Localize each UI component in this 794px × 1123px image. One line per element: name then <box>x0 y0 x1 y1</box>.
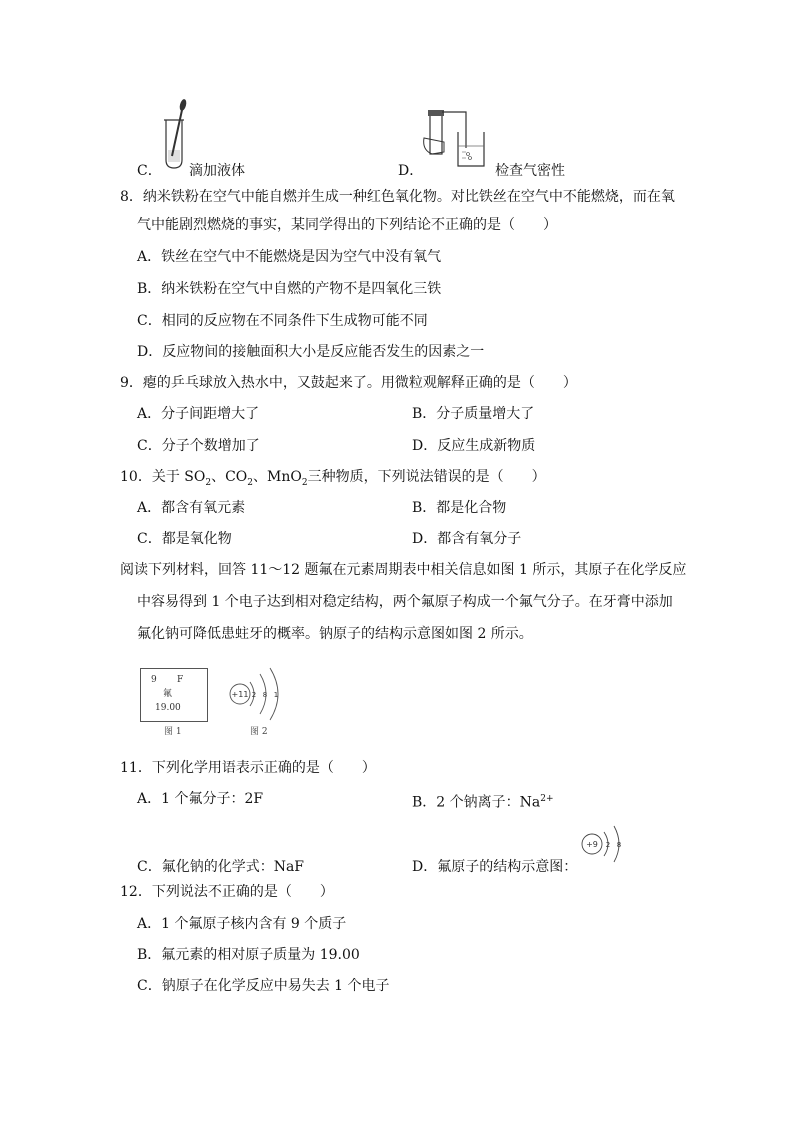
question-8-stem-line2: 气中能剧烈燃烧的事实，某同学得出的下列结论不正确的是（ ） <box>137 217 557 233</box>
fluorine-element-cell <box>140 668 208 722</box>
q11-b-text: B．2 个钠离子：Na <box>412 794 541 811</box>
reading-line-1: 阅读下列材料，回答 11～12 题氟在元素周期表中相关信息如图 1 所示，其原子在化学反应 <box>120 562 687 578</box>
shell-1-count: 2 <box>251 691 257 699</box>
shell-2-count: 8 <box>262 691 268 699</box>
element-name: 氟 <box>163 689 173 699</box>
reading-line-3: 氟化钠可降低患蛀牙的概率。钠原子的结构示意图如图 2 所示。 <box>137 626 533 642</box>
question-10-stem <box>120 468 546 492</box>
question-10-option-c: C．都是氧化物 <box>137 531 232 547</box>
q10-sub-3: 2 <box>301 477 308 488</box>
question-11-option-d: D．氟原子的结构示意图： <box>412 859 578 875</box>
option-c-label: 滴加液体 <box>189 163 245 179</box>
fluorine-shell-2-count: 8 <box>616 841 622 849</box>
question-11-option-b <box>412 790 554 812</box>
question-9-option-a: A．分子间距增大了 <box>137 406 260 422</box>
q10-sub-1: 2 <box>205 477 212 488</box>
question-11-option-c: C．氟化钠的化学式：NaF <box>137 859 305 875</box>
question-8-option-a: A．铁丝在空气中不能燃烧是因为空气中没有氧气 <box>137 249 442 265</box>
question-11-stem: 11．下列化学用语表示正确的是（ ） <box>120 760 376 776</box>
question-8-option-d: D．反应物间的接触面积大小是反应能否发生的因素之一 <box>137 344 485 360</box>
option-c-letter: C． <box>137 163 162 179</box>
question-12-stem: 12．下列说法不正确的是（ ） <box>120 884 334 900</box>
atomic-number: 9 <box>151 675 157 685</box>
sodium-atom-structure-diagram <box>228 664 292 728</box>
question-11-option-a: A．1 个氟分子：2F <box>137 791 264 807</box>
question-12-option-c: C．钠原子在化学反应中易失去 1 个电子 <box>137 978 390 994</box>
option-d-letter: D． <box>398 163 424 179</box>
airtightness-apparatus-image <box>422 108 494 172</box>
fluorine-shell-1-count: 2 <box>605 841 611 849</box>
atomic-mass: 19.00 <box>155 703 181 713</box>
question-8-option-c: C．相同的反应物在不同条件下生成物可能不同 <box>137 313 428 329</box>
sodium-nucleus-label: +11 <box>231 690 249 699</box>
question-10-option-a: A．都含有氧元素 <box>137 500 246 516</box>
dropper-test-tube-image <box>160 98 194 170</box>
question-10-option-d: D．都含有氧分子 <box>412 531 522 547</box>
question-8-option-b: B．纳米铁粉在空气中自燃的产物不是四氧化三铁 <box>137 281 442 297</box>
fluorine-atom-structure-diagram <box>578 824 628 866</box>
question-9-stem: 9．瘪的乒乓球放入热水中，又鼓起来了。用微粒观解释正确的是（ ） <box>120 375 577 391</box>
fluorine-nucleus-label: +9 <box>586 840 598 849</box>
q10-sep-2: 、MnO <box>253 469 302 485</box>
q11-b-charge: 2+ <box>540 794 554 804</box>
shell-3-count: 1 <box>273 691 279 699</box>
reading-line-2: 中容易得到 1 个电子达到相对稳定结构，两个氟原子构成一个氟气分子。在牙膏中添加 <box>137 594 673 610</box>
question-10-option-b: B．都是化合物 <box>412 500 507 516</box>
question-9-option-d: D．反应生成新物质 <box>412 438 536 454</box>
q10-sub-2: 2 <box>247 477 254 488</box>
question-9-option-c: C．分子个数增加了 <box>137 438 260 454</box>
figure-1-caption: 图 1 <box>164 727 182 737</box>
q10-sep-1: 、CO <box>211 469 248 485</box>
q10-prefix: 10．关于 SO <box>120 469 206 485</box>
q10-suffix: 三种物质，下列说法错误的是（ ） <box>307 469 546 485</box>
question-9-option-b: B．分子质量增大了 <box>412 406 535 422</box>
question-12-option-a: A．1 个氟原子核内含有 9 个质子 <box>137 916 347 932</box>
question-12-option-b: B．氟元素的相对原子质量为 19.00 <box>137 947 360 963</box>
option-d-label: 检查气密性 <box>495 163 565 179</box>
element-symbol: F <box>177 675 184 685</box>
figure-2-caption: 图 2 <box>250 727 268 737</box>
question-8-stem-line1: 8．纳米铁粉在空气中能自燃并生成一种红色氧化物。对比铁丝在空气中不能燃烧，而在氧 <box>120 189 675 205</box>
